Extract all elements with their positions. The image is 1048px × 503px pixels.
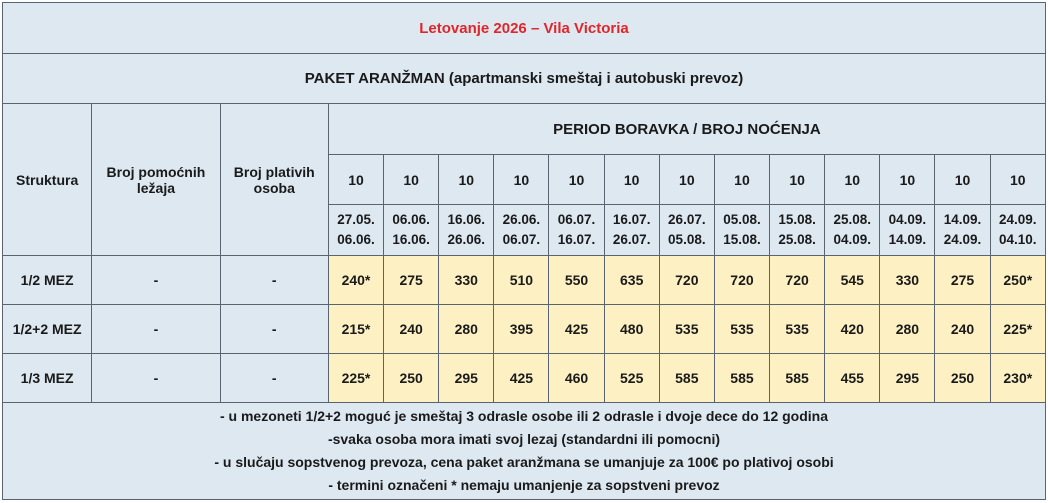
period-end-date: 05.08. bbox=[668, 232, 706, 247]
nights-cell: 10 bbox=[659, 155, 714, 205]
price-cell: 510 bbox=[494, 256, 549, 305]
paying-persons-header: Broj plativih osoba bbox=[220, 104, 328, 256]
price-cell: 240 bbox=[935, 305, 990, 354]
period-end-date: 16.07. bbox=[557, 232, 596, 247]
period-dates-cell bbox=[439, 205, 494, 256]
price-cell: 280 bbox=[880, 305, 935, 354]
price-cell: 635 bbox=[604, 256, 659, 305]
structure-cell: 1/2+2 MEZ bbox=[3, 305, 92, 354]
price-cell: 720 bbox=[714, 256, 769, 305]
period-dates-cell bbox=[990, 205, 1045, 256]
period-dates-cell bbox=[659, 205, 714, 256]
note-line: - u mezoneti 1/2+2 moguć je smeštaj 3 odrasle osobe ili 2 odrasle i dvoje dece do 12 godina bbox=[219, 408, 829, 424]
period-dates-cell bbox=[549, 205, 604, 256]
price-row bbox=[3, 305, 1046, 354]
price-cell: 280 bbox=[439, 305, 494, 354]
period-start-date: 16.07. bbox=[612, 212, 651, 227]
period-start-date: 26.06. bbox=[502, 212, 541, 227]
nights-cell: 10 bbox=[439, 155, 494, 205]
nights-cell: 10 bbox=[880, 155, 935, 205]
price-cell: 330 bbox=[439, 256, 494, 305]
period-start-date: 04.09. bbox=[888, 212, 927, 227]
package-subtitle: PAKET ARANŽMAN (apartmanski smeštaj i autobuski prevoz) bbox=[3, 54, 1046, 104]
price-cell: 525 bbox=[604, 354, 659, 403]
period-dates-cell bbox=[935, 205, 990, 256]
period-start-date: 06.06. bbox=[392, 212, 430, 227]
period-dates-cell bbox=[604, 205, 659, 256]
price-cell: 480 bbox=[604, 305, 659, 354]
nights-cell: 10 bbox=[549, 155, 604, 205]
price-row bbox=[3, 256, 1046, 305]
price-cell: 250* bbox=[990, 256, 1045, 305]
price-rows bbox=[3, 256, 1046, 403]
nights-cell: 10 bbox=[328, 155, 383, 205]
structure-cell: 1/2 MEZ bbox=[3, 256, 92, 305]
period-start-date: 24.09. bbox=[999, 212, 1037, 227]
price-cell: 720 bbox=[659, 256, 714, 305]
price-cell: 240* bbox=[328, 256, 383, 305]
structure-header: Struktura bbox=[3, 104, 92, 256]
period-header: PERIOD BORAVKA / BROJ NOĆENJA bbox=[328, 104, 1045, 155]
price-cell: 535 bbox=[714, 305, 769, 354]
period-dates-cell bbox=[328, 205, 383, 256]
price-row bbox=[3, 354, 1046, 403]
price-cell: 240 bbox=[384, 305, 439, 354]
note-line: -svaka osoba mora imati svoj lezaj (standardni ili pomocni) bbox=[327, 431, 721, 447]
nights-cell: 10 bbox=[825, 155, 880, 205]
price-table bbox=[2, 2, 1046, 500]
price-cell: 535 bbox=[659, 305, 714, 354]
table-title: Letovanje 2026 – Vila Victoria bbox=[3, 3, 1046, 54]
period-end-date: 16.06. bbox=[392, 232, 430, 247]
price-cell: 585 bbox=[770, 354, 825, 403]
period-start-date: 15.08. bbox=[778, 212, 816, 227]
extra-beds-cell: - bbox=[92, 256, 220, 305]
period-end-date: 25.08. bbox=[778, 232, 816, 247]
period-start-date: 27.05. bbox=[337, 212, 375, 227]
period-dates-cell bbox=[880, 205, 935, 256]
price-cell: 250 bbox=[935, 354, 990, 403]
period-start-date: 05.08. bbox=[723, 212, 761, 227]
period-dates-cell bbox=[384, 205, 439, 256]
price-cell: 585 bbox=[659, 354, 714, 403]
nights-cell: 10 bbox=[714, 155, 769, 205]
period-start-date: 14.09. bbox=[943, 212, 982, 227]
period-dates-cell bbox=[770, 205, 825, 256]
price-cell: 720 bbox=[770, 256, 825, 305]
period-end-date: 15.08. bbox=[723, 232, 761, 247]
note-line: - termini označeni * nemaju umanjenje za sopstveni prevoz bbox=[328, 477, 720, 493]
price-cell: 330 bbox=[880, 256, 935, 305]
period-start-date: 26.07. bbox=[668, 212, 706, 227]
paying-persons-cell: - bbox=[220, 305, 328, 354]
price-cell: 295 bbox=[880, 354, 935, 403]
price-cell: 545 bbox=[825, 256, 880, 305]
price-cell: 230* bbox=[990, 354, 1045, 403]
price-cell: 425 bbox=[494, 354, 549, 403]
period-start-date: 25.08. bbox=[833, 212, 872, 227]
price-cell: 215* bbox=[328, 305, 383, 354]
period-end-date: 26.06. bbox=[447, 232, 486, 247]
nights-cell: 10 bbox=[384, 155, 439, 205]
price-cell: 425 bbox=[549, 305, 604, 354]
notes bbox=[3, 403, 1046, 500]
nights-cell: 10 bbox=[935, 155, 990, 205]
price-cell: 225* bbox=[328, 354, 383, 403]
price-cell: 550 bbox=[549, 256, 604, 305]
paying-persons-cell: - bbox=[220, 354, 328, 403]
price-cell: 275 bbox=[384, 256, 439, 305]
price-cell: 585 bbox=[714, 354, 769, 403]
period-start-date: 16.06. bbox=[447, 212, 486, 227]
price-cell: 460 bbox=[549, 354, 604, 403]
structure-cell: 1/3 MEZ bbox=[3, 354, 92, 403]
paying-persons-cell: - bbox=[220, 256, 328, 305]
nights-cell: 10 bbox=[770, 155, 825, 205]
period-dates-cell bbox=[714, 205, 769, 256]
price-cell: 535 bbox=[770, 305, 825, 354]
price-cell: 250 bbox=[384, 354, 439, 403]
period-end-date: 14.09. bbox=[888, 232, 927, 247]
price-cell: 420 bbox=[825, 305, 880, 354]
note-line: - u slučaju sopstvenog prevoza, cena paket aranžmana se umanjuje za 100€ po plativoj osobi bbox=[214, 454, 834, 470]
period-end-date: 26.07. bbox=[612, 232, 651, 247]
nights-cell: 10 bbox=[990, 155, 1045, 205]
nights-cell: 10 bbox=[604, 155, 659, 205]
extra-beds-cell: - bbox=[92, 354, 220, 403]
price-cell: 395 bbox=[494, 305, 549, 354]
period-end-date: 24.09. bbox=[943, 232, 982, 247]
nights-cell: 10 bbox=[494, 155, 549, 205]
period-end-date: 04.09. bbox=[833, 232, 872, 247]
period-end-date: 06.07. bbox=[502, 232, 541, 247]
price-cell: 275 bbox=[935, 256, 990, 305]
period-end-date: 04.10. bbox=[999, 232, 1037, 247]
period-start-date: 06.07. bbox=[557, 212, 596, 227]
extra-beds-cell: - bbox=[92, 305, 220, 354]
extra-beds-header: Broj pomoćnih ležaja bbox=[92, 104, 220, 256]
period-dates-cell bbox=[825, 205, 880, 256]
period-dates-cell bbox=[494, 205, 549, 256]
period-end-date: 06.06. bbox=[337, 232, 375, 247]
price-cell: 295 bbox=[439, 354, 494, 403]
price-cell: 225* bbox=[990, 305, 1045, 354]
price-cell: 455 bbox=[825, 354, 880, 403]
